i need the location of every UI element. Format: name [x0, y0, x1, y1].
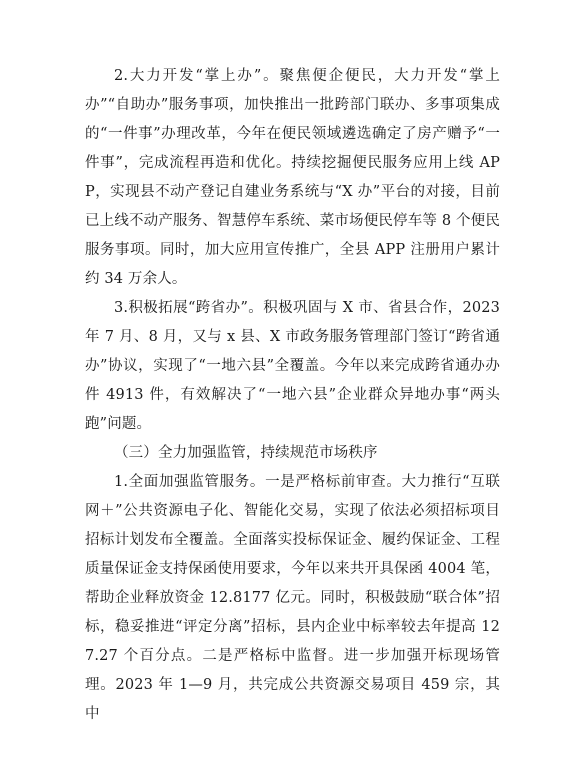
- paragraph-jianguan: 1.全面加强监管服务。一是严格标前审查。大力推行“互联网＋”公共资源电子化、智能化交易，实现了依法必须招标项目招标计划发布全覆盖。全面落实投标保证金、履约保证金、工程质量保证金支持保函使用要求，今年以来共开具保函 4004 笔，帮助企业释放资金 12.8177 亿元。同时，积极鼓励“联合体”招标，稳妥推进“评定分离”招标，县内企业中标率较去年提高 127.27 个百分点。二是严格标中监督。进一步加强开标现场管理。2023 年 1—9 月，共完成公共资源交易项目 459 宗，其中: [85, 474, 500, 722]
- document-body: [85, 62, 500, 729]
- section-heading: （三）全力加强监管，持续规范市场秩序: [114, 445, 378, 461]
- paragraph-kuashengban: 3.积极拓展“跨省办”。积极巩固与 X 市、省县合作，2023 年 7 月、8 月，又与 x 县、X 市政务服务管理部门签订“跨省通办”协议，实现了“一地六县”全覆盖。今年以来完成跨省通办办件 4913 件，有效解决了“一地六县”企业群众异地办事“两头跑”问题。: [85, 300, 500, 432]
- paragraph-zhangshangban: 2.大力开发“掌上办”。聚焦便企便民，大力开发“掌上办”“自助办”服务事项，加快推出一批跨部门联办、多事项集成的“一件事”办理改革，今年在便民领域遴选确定了房产赠予“一件事”，完成流程再造和优化。持续挖掘便民服务应用上线 APP，实现县不动产登记自建业务系统与“X 办”平台的对接，目前已上线不动产服务、智慧停车系统、菜市场便民停车等 8 个便民服务事项。同时，加大应用宣传推广，全县 APP 注册用户累计约 34 万余人。: [85, 68, 500, 287]
